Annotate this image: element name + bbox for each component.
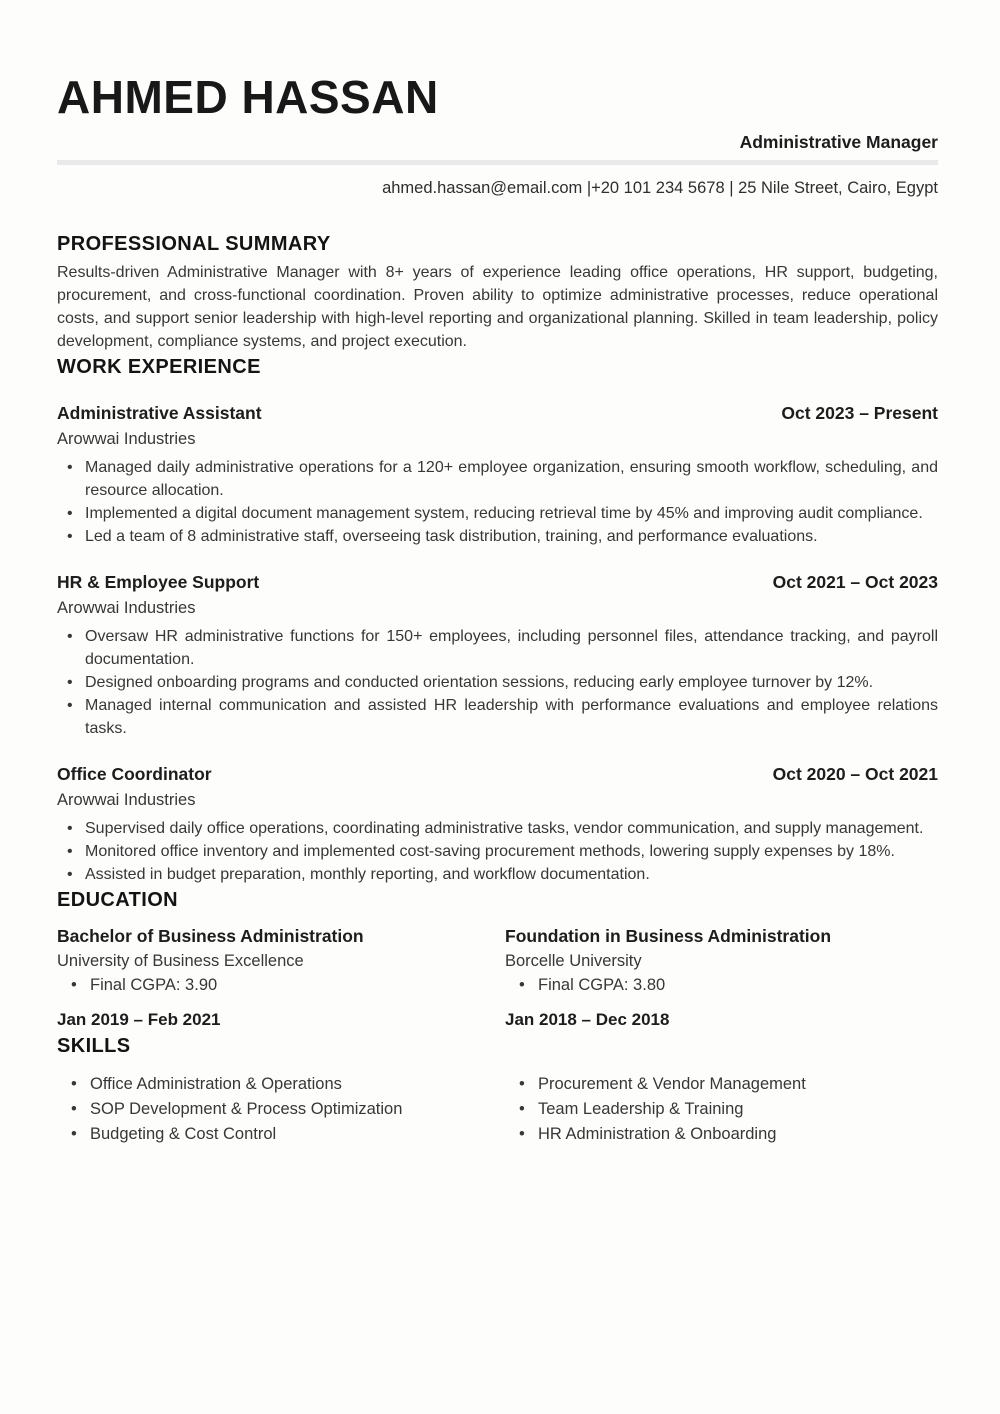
job-title: Administrative Assistant <box>57 403 262 423</box>
degree-title: Foundation in Business Administration <box>505 926 832 946</box>
education-grid <box>57 924 938 1032</box>
section-education <box>57 886 938 1032</box>
job-header-row <box>57 762 938 786</box>
bullet-item: • Managed internal communication and assisted HR leadership with performance evaluations and employee relations tasks. <box>57 694 938 740</box>
contact-line: ahmed.hassan@email.com |+20 101 234 5678 | 25 Nile Street, Cairo, Egypt <box>382 179 938 197</box>
education-heading: EDUCATION <box>57 889 179 911</box>
bullet-item: • Oversaw HR administrative functions for 150+ employees, including personnel files, attendance tracking, and payroll documentation. <box>57 625 938 671</box>
skill-item: • Budgeting & Cost Control <box>57 1122 505 1147</box>
school-name: University of Business Excellence <box>57 952 304 970</box>
summary-text: Results-driven Administrative Manager with 8+ years of experience leading office operations, HR support, budgeting, procurement, and cross-functional coordination. Proven ability to optimize administrative processes, reduce operational costs, and support senior leadership with high-level reporting and organizational planning. Skilled in team leadership, policy development, compliance systems, and project execution. <box>57 264 938 350</box>
skill-item: • HR Administration & Onboarding <box>505 1122 938 1147</box>
bullet-item: • Monitored office inventory and implemented cost-saving procurement methods, lowering supply expenses by 18%. <box>57 840 938 863</box>
bullet-item: • Designed onboarding programs and conducted orientation sessions, reducing early employee turnover by 12%. <box>57 671 938 694</box>
job-dates: Oct 2020 – Oct 2021 <box>772 764 938 784</box>
education-dates: Jan 2018 – Dec 2018 <box>505 1010 670 1029</box>
job-company: Arowwai Industries <box>57 791 196 809</box>
job-company: Arowwai Industries <box>57 599 196 617</box>
job-dates: Oct 2023 – Present <box>781 403 938 423</box>
skills-grid <box>57 1072 938 1147</box>
skill-item: • Team Leadership & Training <box>505 1097 938 1122</box>
degree-title: Bachelor of Business Administration <box>57 926 364 946</box>
section-professional-summary <box>57 230 938 353</box>
skills-column-right <box>505 1072 938 1147</box>
job-dates: Oct 2021 – Oct 2023 <box>772 572 938 592</box>
bullet-item: • Assisted in budget preparation, monthly reporting, and workflow documentation. <box>57 863 938 886</box>
skill-item: • Office Administration & Operations <box>57 1072 505 1097</box>
school-name: Borcelle University <box>505 952 642 970</box>
job-title: Office Coordinator <box>57 764 212 784</box>
cgpa-detail: • Final CGPA: 3.80 <box>505 974 938 997</box>
cgpa-detail: • Final CGPA: 3.90 <box>57 974 505 997</box>
job-header-row <box>57 570 938 594</box>
skill-item: • SOP Development & Process Optimization <box>57 1097 505 1122</box>
bullet-item: • Supervised daily office operations, coordinating administrative tasks, vendor communication, and supply management. <box>57 817 938 840</box>
education-dates: Jan 2019 – Feb 2021 <box>57 1010 221 1029</box>
resume-header <box>57 71 938 200</box>
job-title: HR & Employee Support <box>57 572 260 592</box>
bullet-item: • Led a team of 8 administrative staff, overseeing task distribution, training, and performance evaluations. <box>57 525 938 548</box>
job-header-row <box>57 401 938 425</box>
summary-heading: PROFESSIONAL SUMMARY <box>57 233 331 255</box>
job-bullet-list <box>57 456 938 548</box>
skills-column-left <box>57 1072 505 1147</box>
candidate-role: Administrative Manager <box>739 132 938 152</box>
job-company: Arowwai Industries <box>57 430 196 448</box>
education-entry-bachelor <box>57 924 505 1032</box>
section-work-experience <box>57 353 938 886</box>
job-entry-administrative-assistant <box>57 401 938 548</box>
work-experience-heading: WORK EXPERIENCE <box>57 356 261 378</box>
job-bullet-list <box>57 817 938 886</box>
education-entry-foundation <box>505 924 938 1032</box>
skills-heading: SKILLS <box>57 1035 131 1057</box>
section-skills <box>57 1032 938 1147</box>
job-entry-hr-employee-support <box>57 570 938 740</box>
job-bullet-list <box>57 625 938 740</box>
job-entry-office-coordinator <box>57 762 938 886</box>
candidate-name: AHMED HASSAN <box>57 71 439 123</box>
skill-item: • Procurement & Vendor Management <box>505 1072 938 1097</box>
bullet-item: • Implemented a digital document management system, reducing retrieval time by 45% and improving audit compliance. <box>57 502 938 525</box>
bullet-item: • Managed daily administrative operations for a 120+ employee organization, ensuring smooth workflow, scheduling, and resource allocation. <box>57 456 938 502</box>
header-divider <box>57 160 938 165</box>
